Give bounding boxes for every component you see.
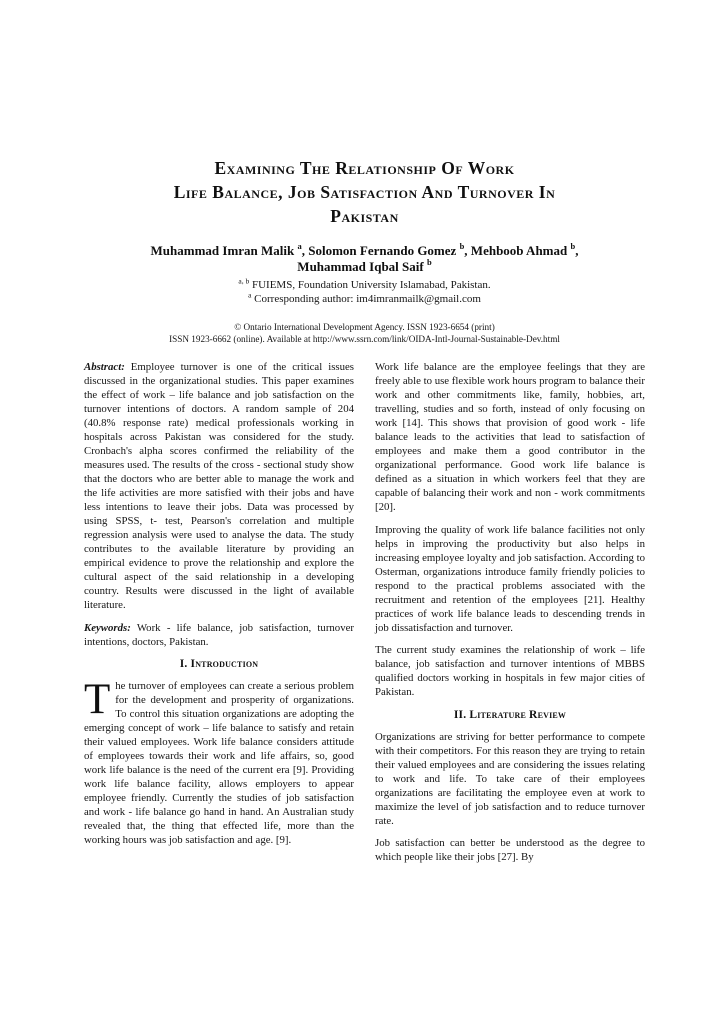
section-heading-literature-review: II. Literature Review — [453, 708, 567, 721]
paper-header — [84, 156, 645, 345]
paper-title — [84, 156, 645, 228]
body-paragraph-current-study: The current study examines the relationship of work – life balance, job satisfaction and turnover intentions of MBBS qualified doctors working in hospitals in few major cities of Pakistan. — [375, 644, 645, 698]
body-paragraph-organizations: Organizations are striving for better performance to compete with their competitors. For this reason they are trying to retain their valued employees and are considering the issues relating to work and life. To take care of their employees organizations are facilitating the employee even at work to maximize the level of job satisfaction and to reduce turnover rate. — [375, 730, 645, 827]
corresponding-author-line: $^a$ Corresponding author: im4imranmailk@gmail.com — [248, 289, 481, 305]
keywords-paragraph: Keywords: Work - life balance, job satisfaction, turnover intentions, doctors, Pakistan. — [84, 621, 354, 648]
body-paragraph-job-satisfaction: Job satisfaction can better be understood as the degree to which people like their jobs [27]. By — [375, 837, 645, 863]
abstract-paragraph: Abstract: Employee turnover is one of the critical issues discussed in the organizational studies. This paper examines the effect of work – life balance and job satisfaction on the turnover intentions of doctors. A random sample of 204 (40.8% response rate) medical professionals working in hospitals across Pakistan was considered for the study. Cronbach's alpha scores confirmed the reliability of the measures used. The results of the cross - sectional study show that the doctors who are better able to manage the work and the life activities are more satisfied with their jobs and have less intentions to leave their jobs. Data was processed by using SPSS, t- test, Pearson's correlation and multiple regression analysis were used to analyse the data. The study contributes to the available literature by providing an empirical evidence to prove the relationship and explore the cultural aspect of the said relationship in a developing country. Results were discussed in the light of available literature. — [84, 361, 354, 611]
introduction-paragraph: The turnover of employees can create a serious problem for the development and prosperity of organizations. To control this situation organizations are adopting the emerging concept of work – life balance to satisfy and retain their valued employees. Work life balance considers attitude of employees towards their work and life affairs, so, good work life balance is the need of the current era [9]. Providing work life balance facility, allows employers to appear employee friendly. Currently the studies of job satisfaction and work - life balance go hand in hand. An Australian study revealed that, the thing that effected life, more than the working hours was job satisfaction and age. [9]. — [84, 676, 354, 846]
left-column — [84, 360, 354, 873]
affiliations-block — [84, 276, 645, 306]
body-paragraph-wlb-definition: Work life balance are the employee feelings that they are freely able to use flexible work hours program to balance their work and other commitments like, family, hobbies, art, travelling, studies and so forth, instead of only focusing on work [14]. This shows that provision of good work - life balance leads to the activities that lead to satisfaction of employees and make them a good contributor in the organizational performance. Good work life balance is defined as a situation in which workers feel that they are capable of balancing their work and non - work commitments [20]. — [375, 361, 645, 513]
title-line-1: Examining The Relationship Of Work — [214, 158, 515, 178]
authors-line-1: Muhammad Imran Malik $^a$, Solomon Fernando Gomez $^b$, Mehboob Ahmad $^b$, — [150, 240, 579, 258]
title-line-2: Life Balance, Job Satisfaction And Turnover In — [173, 182, 556, 202]
affiliation-line: $^{a, b}$ FUIEMS, Foundation University Islamabad, Pakistan. — [238, 276, 491, 291]
section-heading-introduction: I. Introduction — [179, 658, 259, 670]
right-column — [375, 360, 645, 873]
issn-online-url-line: ISSN 1923-6662 (online). Available at http://www.ssrn.com/link/OIDA-Intl-Journal-Sustainable-Dev.html — [169, 334, 560, 344]
authors-block — [84, 240, 645, 275]
body-paragraph-wlb-quality: Improving the quality of work life balance facilities not only helps in improving the productivity but also helps in increasing employee loyalty and job satisfaction. According to Osterman, organizations introduce family friendly policies to respond to the practical problems associated with the recruitment and retention of the employees [21]. Healthy practices of work life balance leads to descending trends in job dissatisfaction and turnover. — [375, 523, 645, 634]
title-line-3: Pakistan — [330, 206, 399, 226]
copyright-issn-print-line: © Ontario International Development Agency. ISSN 1923-6654 (print) — [234, 322, 495, 332]
two-column-body — [84, 360, 645, 873]
authors-line-2: Muhammad Iqbal Saif $^b$ — [297, 256, 432, 274]
issn-block — [84, 321, 645, 345]
